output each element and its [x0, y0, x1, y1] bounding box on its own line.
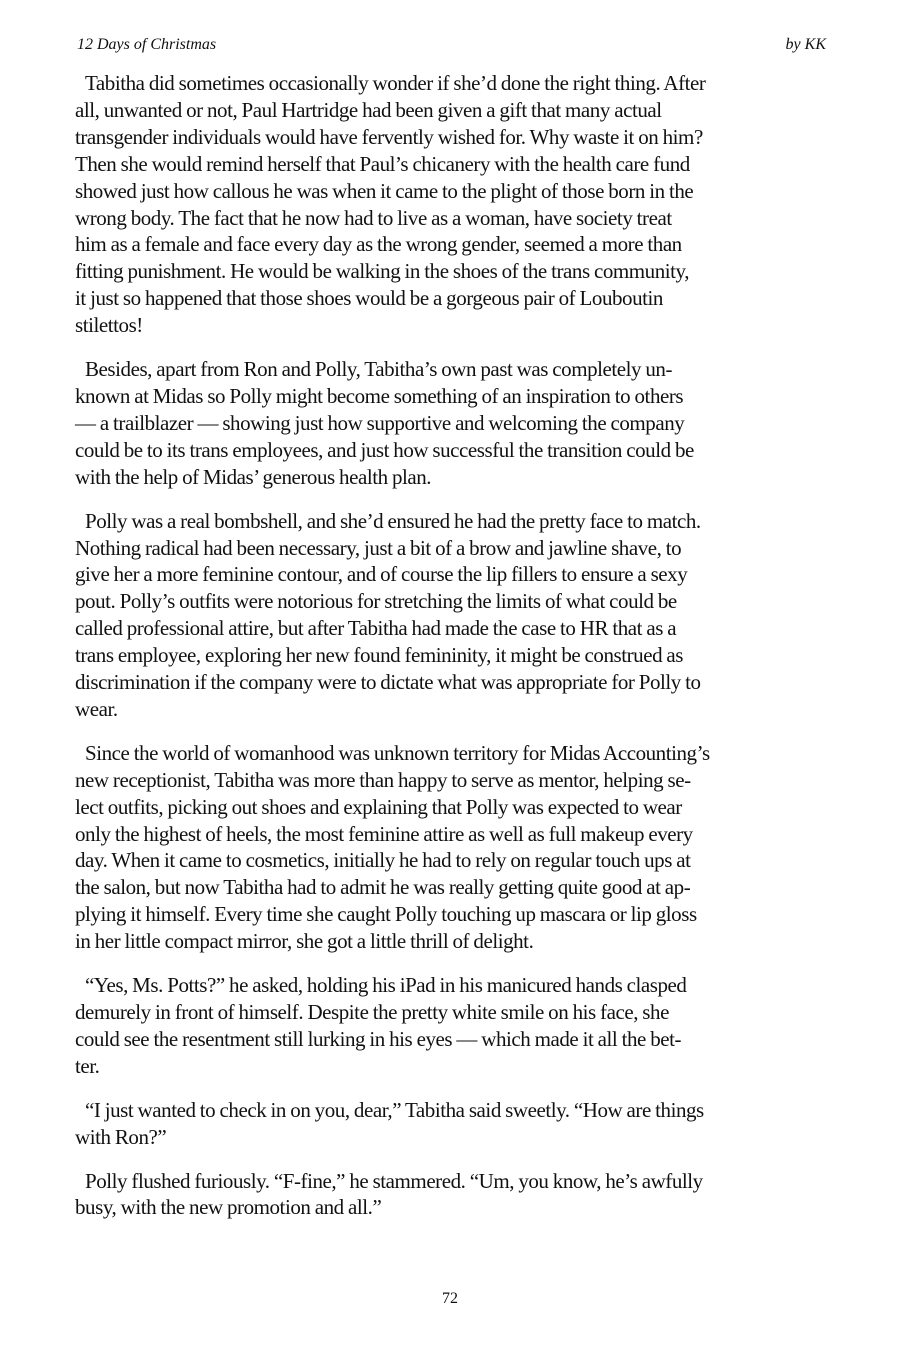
- page-number: 72: [442, 1290, 458, 1307]
- paragraph: [75, 70, 827, 339]
- text-line: busy, with the new promotion and all.”: [75, 1195, 382, 1220]
- text-line: him as a female and face every day as the wrong gender, seemed a more than: [75, 232, 682, 257]
- text-line: lect outfits, picking out shoes and explaining that Polly was expected to wear: [75, 794, 682, 819]
- text-line: Nothing radical had been necessary, just a bit of a brow and jawline shave, to: [75, 535, 682, 560]
- page-body: [75, 70, 827, 1238]
- book-title: 12 Days of Christmas: [77, 36, 217, 53]
- text-line: Polly flushed furiously. “F-fine,” he stammered. “Um, you know, he’s awfully: [85, 1168, 703, 1193]
- text-line: could see the resentment still lurking in his eyes — which made it all the bet-: [75, 1026, 682, 1051]
- text-line: could be to its trans employees, and just how successful the transition could be: [75, 437, 694, 462]
- text-line: Polly was a real bombshell, and she’d ensured he had the pretty face to match.: [85, 508, 701, 533]
- paragraph: [75, 740, 827, 955]
- text-line: ter.: [75, 1053, 100, 1078]
- paragraph: [75, 972, 827, 1080]
- text-line: with the help of Midas’ generous health plan.: [75, 464, 432, 489]
- text-line: stilettos!: [75, 313, 143, 338]
- text-line: “I just wanted to check in on you, dear,” Tabitha said sweetly. “How are things: [85, 1097, 704, 1122]
- text-line: all, unwanted or not, Paul Hartridge had been given a gift that many actual: [75, 97, 662, 122]
- paragraph: [75, 508, 827, 723]
- text-line: plying it himself. Every time she caught Polly touching up mascara or lip gloss: [75, 902, 697, 927]
- text-line: fitting punishment. He would be walking in the shoes of the trans community,: [75, 259, 690, 284]
- text-line: Besides, apart from Ron and Polly, Tabitha’s own past was completely un-: [85, 357, 673, 382]
- paragraph: [75, 356, 827, 491]
- text-line: showed just how callous he was when it came to the plight of those born in the: [75, 178, 694, 203]
- paragraph: [75, 1168, 827, 1222]
- text-line: “Yes, Ms. Potts?” he asked, holding his iPad in his manicured hands clasped: [85, 973, 687, 998]
- running-header: [77, 36, 826, 58]
- text-line: Since the world of womanhood was unknown territory for Midas Accounting’s: [85, 740, 710, 765]
- text-line: only the highest of heels, the most feminine attire as well as full makeup every: [75, 821, 693, 846]
- text-line: wear.: [75, 696, 118, 721]
- text-line: discrimination if the company were to dictate what was appropriate for Polly to: [75, 670, 701, 695]
- text-line: Then she would remind herself that Paul’s chicanery with the health care fund: [75, 151, 690, 176]
- text-line: demurely in front of himself. Despite the pretty white smile on his face, she: [75, 1000, 669, 1024]
- text-line: pout. Polly’s outfits were notorious for stretching the limits of what could be: [75, 589, 677, 614]
- text-line: in her little compact mirror, she got a little thrill of delight.: [75, 929, 534, 954]
- text-line: day. When it came to cosmetics, initially he had to rely on regular touch ups at: [75, 848, 691, 873]
- text-line: the salon, but now Tabitha had to admit he was really getting quite good at ap-: [75, 875, 691, 900]
- text-line: it just so happened that those shoes would be a gorgeous pair of Louboutin: [75, 286, 663, 311]
- author-credit: by KK: [785, 36, 826, 53]
- text-line: wrong body. The fact that he now had to live as a woman, have society treat: [75, 205, 672, 230]
- text-line: give her a more feminine contour, and of course the lip fillers to ensure a sexy: [75, 562, 688, 587]
- text-line: called professional attire, but after Tabitha had made the case to HR that as a: [75, 616, 677, 641]
- text-line: — a trailblazer — showing just how supportive and welcoming the company: [75, 410, 685, 435]
- text-line: trans employee, exploring her new found femininity, it might be construed as: [75, 643, 684, 668]
- text-line: new receptionist, Tabitha was more than happy to serve as mentor, helping se-: [75, 767, 691, 792]
- text-line: transgender individuals would have fervently wished for. Why waste it on him?: [75, 124, 703, 149]
- paragraph: [75, 1097, 827, 1151]
- text-line: with Ron?”: [75, 1124, 167, 1149]
- text-line: known at Midas so Polly might become something of an inspiration to others: [75, 383, 684, 408]
- text-line: Tabitha did sometimes occasionally wonder if she’d done the right thing. After: [85, 71, 706, 95]
